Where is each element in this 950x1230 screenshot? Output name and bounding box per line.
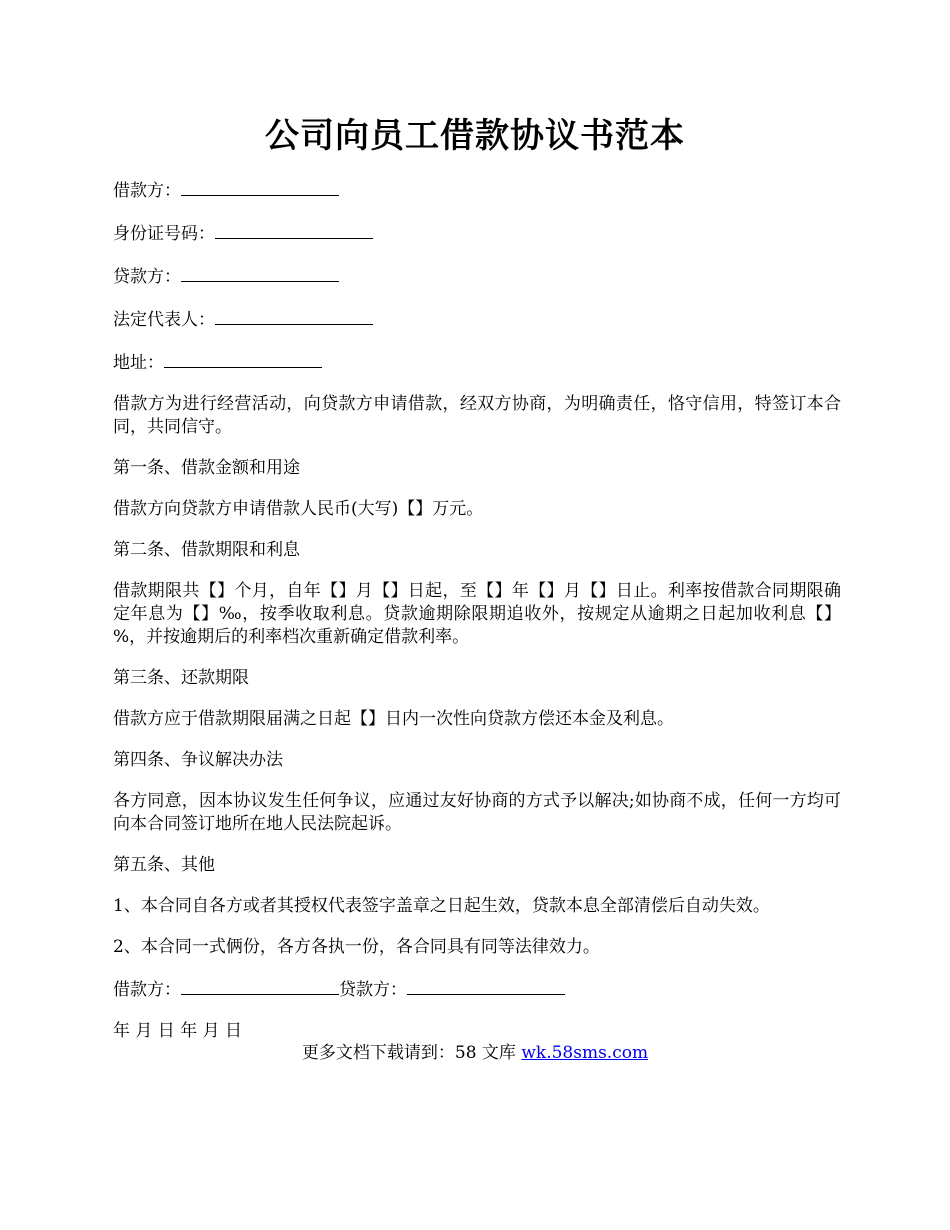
intro-paragraph: 借款方为进行经营活动，向贷款方申请借款，经双方协商，为明确责任，恪守信用，特签订本合同，共同信守。 (113, 394, 841, 437)
article4-text: 各方同意，因本协议发生任何争议，应通过友好协商的方式予以解决;如协商不成，任何一方均可向本合同签订地所在地人民法院起诉。 (113, 791, 841, 834)
article4-heading: 第四条、争议解决办法 (113, 750, 283, 770)
field-borrower-label: 借款方： (113, 181, 181, 201)
article2-text: 借款期限共【】个月，自年【】月【】日起，至【】年【】月【】日止。利率按借款合同期限确定年息为【】‰，按季收取利息。贷款逾期除限期追收外，按规定从逾期之日起加收利息【】%，并按逾期后的利率档次重新确定借款利率。 (113, 581, 841, 647)
signature-line (113, 977, 841, 1002)
article2-heading: 第二条、借款期限和利息 (113, 540, 300, 560)
signature-lender-blank (407, 977, 565, 995)
field-borrower (113, 178, 841, 203)
field-address (113, 350, 841, 375)
field-legal-rep-label: 法定代表人： (113, 310, 215, 330)
article1-heading: 第一条、借款金额和用途 (113, 458, 300, 478)
signature-lender-label: 贷款方： (339, 980, 407, 1000)
date-line: 年 月 日 年 月 日 (113, 1021, 243, 1041)
article1-text: 借款方向贷款方申请借款人民币(大写)【】万元。 (113, 499, 484, 519)
field-id-number (113, 221, 841, 246)
article3-text: 借款方应于借款期限届满之日起【】日内一次性向贷款方偿还本金及利息。 (113, 709, 674, 729)
article5-item1: 1、本合同自各方或者其授权代表签字盖章之日起生效，贷款本息全部清偿后自动失效。 (113, 896, 770, 916)
article5-heading: 第五条、其他 (113, 855, 215, 875)
field-lender (113, 264, 841, 289)
field-lender-label: 贷款方： (113, 267, 181, 287)
article5-item2: 2、本合同一式俩份，各方各执一份，各合同具有同等法律效力。 (113, 937, 600, 957)
article3-heading: 第三条、还款期限 (113, 668, 249, 688)
footer-text: 更多文档下载请到：58 文库 (301, 1043, 522, 1063)
field-borrower-blank (181, 178, 339, 196)
field-id-number-label: 身份证号码： (113, 224, 215, 244)
field-address-label: 地址： (113, 353, 164, 373)
document-title: 公司向员工借款协议书范本 (265, 116, 685, 156)
field-legal-rep-blank (215, 307, 373, 325)
signature-borrower-blank (181, 977, 339, 995)
document-body (113, 178, 841, 1061)
field-lender-blank (181, 264, 339, 282)
field-legal-rep (113, 307, 841, 332)
field-address-blank (164, 350, 322, 368)
field-id-number-blank (215, 221, 373, 239)
signature-borrower-label: 借款方： (113, 980, 181, 1000)
footer (0, 1042, 950, 1065)
footer-link[interactable]: wk.58sms.com (521, 1043, 649, 1063)
